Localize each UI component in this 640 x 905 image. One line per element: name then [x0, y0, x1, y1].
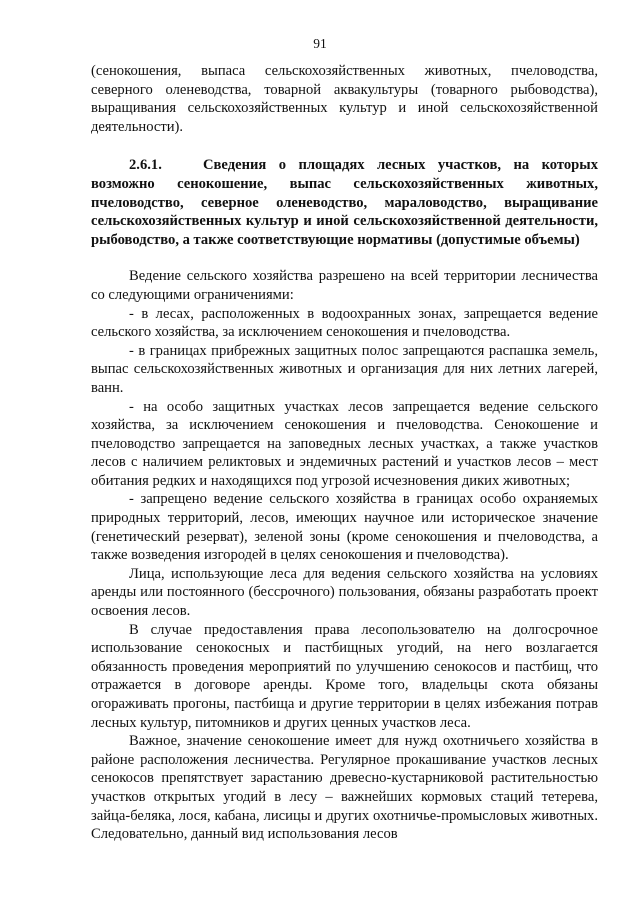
paragraph-hunting-importance: Важное, значение сенокошение имеет для нужд охотничьего хозяйства в районе расположения лесничества. Регулярное прокашивание участков лесных сенокосов препятствует зарастанию древесно-кустарниковой растительностью участков открытых угодий в лесу – важнейших кормовых стаций тетерева, зайца-беляка, лося, кабана, лисицы и других охотничье-промысловых животных. Следовательно, данный вид использования лесов [91, 733, 598, 843]
paragraph-forest-development-project: Лица, использующие леса для ведения сельского хозяйства на условиях аренды или постоянного (бессрочного) пользования, обязаны разработать проект освоения лесов. [91, 565, 598, 620]
section-number: 2.6.1. [129, 157, 162, 174]
paragraph-coastal-protective-strips: - в границах прибрежных защитных полос запрещаются распашка земель, выпас сельскохозяйственных животных и организация для них летних лагерей, ванн. [91, 342, 598, 396]
paragraph-protected-natural-territories: - запрещено ведение сельского хозяйства в границах особо охраняемых природных территорий, лесов, имеющих научное или историческое значение (генетический резерват), зеленой зоны (кроме сенокошения и пчеловодства, а также возведения изгородей в целях сенокошения и пчеловодства). [91, 491, 598, 564]
section-title: Сведения о площадях лесных участков, на которых возможно сенокошение, выпас сельскохозяйственных животных, пчеловодство, северное оленеводство, мараловодство, выращивание сельскохозяйственных культур и иной сельскохозяйственной деятельности, рыбоводство, а также соответствующие нормативы (допустимые объемы) [91, 157, 598, 248]
paragraph-long-term-use: В случае предоставления права лесопользователю на долгосрочное использование сенокосных и пастбищных угодий, на него возлагается обязанность проведения мероприятий по улучшению сенокосов и пастбищ, что отражается в договоре аренды. Кроме того, владельцы скота обязаны огораживать прогоны, пастбища и другие территории в целях избежания потрав лесных культур, питомников и других ценных участков леса. [91, 621, 598, 731]
paragraph-restrictions-intro: Ведение сельского хозяйства разрешено на всей территории лесничества со следующими ограничениями: [91, 268, 598, 303]
page-content [91, 62, 598, 844]
paragraph-water-protection-zones: - в лесах, расположенных в водоохранных зонах, запрещается ведение сельского хозяйства, за исключением сенокошения и пчеловодства. [91, 305, 598, 341]
page-number: 91 [313, 36, 327, 51]
section-heading [91, 156, 598, 249]
intro-paragraph: (сенокошения, выпаса сельскохозяйственных животных, пчеловодства, северного оленеводства, товарной аквакультуры (товарного рыбоводства), выращивания сельскохозяйственных культур и иной сельскохозяйственной деятельности). [91, 63, 598, 135]
paragraph-protective-forest-areas: - на особо защитных участках лесов запрещается ведение сельского хозяйства, за исключением сенокошения и пчеловодства. Сенокошение и пчеловодство запрещается на заповедных лесных участках, а также участков лесов с наличием реликтовых и эндемичных растений и участков лесов – мест обитания редких и находящихся под угрозой исчезновения диких животных; [91, 398, 598, 489]
